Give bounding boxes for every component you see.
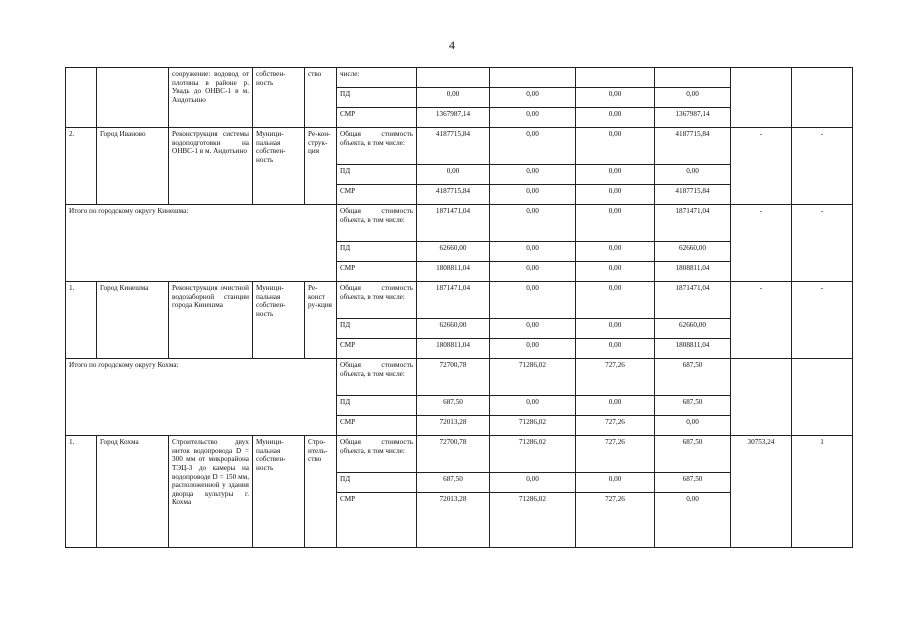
value-cell: 687,50 xyxy=(655,436,731,473)
cost-category: Общая стоимость объекта, в том числе: xyxy=(337,128,417,165)
work-type-cell: Стро-итель-ство xyxy=(305,436,337,548)
value-cell: 0,00 xyxy=(576,473,655,493)
object-cell: Реконструкция очистной водозаборной станции города Кинешма xyxy=(169,282,253,359)
value-cell: 0,00 xyxy=(655,493,731,548)
value-cell: 687,50 xyxy=(417,473,490,493)
cost-category: ПД xyxy=(337,473,417,493)
extra-cell xyxy=(731,359,792,436)
table-row xyxy=(66,282,853,319)
value-cell: 4187715,84 xyxy=(417,185,490,205)
work-type-cell: Ре-конст ру-кция xyxy=(305,282,337,359)
value-cell: 1808811,04 xyxy=(655,262,731,282)
value-cell: 0,00 xyxy=(576,262,655,282)
value-cell: 0,00 xyxy=(576,88,655,108)
value-cell: 727,26 xyxy=(576,416,655,436)
extra-cell: - xyxy=(731,282,792,359)
cost-category: СМР xyxy=(337,493,417,548)
value-cell: 0,00 xyxy=(576,165,655,185)
city-cell xyxy=(97,68,169,128)
subtotal-title: Итого по городскому округу Кинешма: xyxy=(66,205,337,282)
value-cell: 0,00 xyxy=(576,282,655,319)
city-cell: Город Кохма xyxy=(97,436,169,548)
value-cell: 0,00 xyxy=(490,108,576,128)
city-cell: Город Кинешма xyxy=(97,282,169,359)
value-cell: 0,00 xyxy=(490,339,576,359)
extra-cell: - xyxy=(731,128,792,205)
value-cell: 687,50 xyxy=(655,473,731,493)
ownership-cell: собствен-ность xyxy=(253,68,305,128)
value-cell: 1808811,04 xyxy=(417,262,490,282)
value-cell: 1808811,04 xyxy=(417,339,490,359)
cost-category: ПД xyxy=(337,88,417,108)
value-cell: 0,00 xyxy=(490,473,576,493)
object-cell: Строительство двух ниток водопровода D = 300 мм от микрорайона ТЭЦ-3 до камеры на водопроводе D = 150 мм, расположенной у здания дворца культуры г. Кохма xyxy=(169,436,253,548)
value-cell: 1808811,04 xyxy=(655,339,731,359)
value-cell: 687,50 xyxy=(655,396,731,416)
extra-cell xyxy=(792,68,853,128)
value-cell xyxy=(655,68,731,88)
table-row xyxy=(66,128,853,165)
cost-category: Общая стоимость объекта, в том числе: xyxy=(337,359,417,396)
object-cell: Реконструкция системы водоподготовки на ОНВС-1 в м. Андотьино xyxy=(169,128,253,205)
value-cell: 0,00 xyxy=(655,88,731,108)
cost-category: Общая стоимость объекта, в том числе: xyxy=(337,436,417,473)
value-cell: 727,26 xyxy=(576,359,655,396)
value-cell: 687,50 xyxy=(417,396,490,416)
cost-category: СМР xyxy=(337,262,417,282)
value-cell: 727,26 xyxy=(576,436,655,473)
table-row xyxy=(66,359,853,396)
ownership-cell: Муници-пальная собствен-ность xyxy=(253,436,305,548)
investment-table xyxy=(65,67,853,548)
table-row xyxy=(66,436,853,473)
value-cell: 0,00 xyxy=(490,165,576,185)
value-cell: 4187715,84 xyxy=(655,185,731,205)
value-cell: 0,00 xyxy=(490,88,576,108)
cost-category: ПД xyxy=(337,242,417,262)
cost-category: СМР xyxy=(337,339,417,359)
number-cell xyxy=(66,68,97,128)
city-cell: Город Иваново xyxy=(97,128,169,205)
value-cell: 72700,78 xyxy=(417,359,490,396)
value-cell: 1367987,14 xyxy=(417,108,490,128)
value-cell: 0,00 xyxy=(417,88,490,108)
value-cell: 0,00 xyxy=(576,205,655,242)
cost-category: числе: xyxy=(337,68,417,88)
extra-cell: - xyxy=(792,282,853,359)
value-cell: 0,00 xyxy=(576,185,655,205)
value-cell: 71286,02 xyxy=(490,359,576,396)
cost-category: СМР xyxy=(337,416,417,436)
work-type-cell: ство xyxy=(305,68,337,128)
extra-cell: 1 xyxy=(792,436,853,548)
number-cell: 2. xyxy=(66,128,97,205)
value-cell: 0,00 xyxy=(490,319,576,339)
value-cell: 0,00 xyxy=(576,108,655,128)
value-cell: 1871471,04 xyxy=(655,282,731,319)
value-cell: 0,00 xyxy=(576,242,655,262)
value-cell: 0,00 xyxy=(576,128,655,165)
ownership-cell: Муници-пальная собствен-ность xyxy=(253,282,305,359)
ownership-cell: Муници-пальная собствен-ность xyxy=(253,128,305,205)
value-cell: 727,26 xyxy=(576,493,655,548)
value-cell: 4187715,84 xyxy=(417,128,490,165)
subtotal-title: Итого по городскому округу Кохма: xyxy=(66,359,337,436)
cost-category: Общая стоимость объекта, в том числе: xyxy=(337,282,417,319)
extra-cell xyxy=(792,359,853,436)
value-cell: 62660,00 xyxy=(655,242,731,262)
value-cell: 0,00 xyxy=(576,319,655,339)
table-row xyxy=(66,205,853,242)
value-cell: 1871471,04 xyxy=(417,282,490,319)
value-cell: 62660,00 xyxy=(655,319,731,339)
cost-category: Общая стоимость объекта, в том числе: xyxy=(337,205,417,242)
number-cell: 1. xyxy=(66,282,97,359)
value-cell: 0,00 xyxy=(576,339,655,359)
number-cell: 1. xyxy=(66,436,97,548)
value-cell: 62660,00 xyxy=(417,242,490,262)
value-cell: 0,00 xyxy=(655,416,731,436)
value-cell: 71286,02 xyxy=(490,416,576,436)
value-cell: 72700,78 xyxy=(417,436,490,473)
value-cell: 0,00 xyxy=(490,185,576,205)
value-cell: 1871471,04 xyxy=(655,205,731,242)
cost-category: ПД xyxy=(337,165,417,185)
value-cell: 0,00 xyxy=(490,262,576,282)
value-cell: 0,00 xyxy=(490,205,576,242)
extra-cell: 30753,24 xyxy=(731,436,792,548)
page-number: 4 xyxy=(449,38,455,52)
value-cell: 0,00 xyxy=(490,396,576,416)
value-cell xyxy=(576,68,655,88)
value-cell: 71286,02 xyxy=(490,493,576,548)
value-cell: 687,50 xyxy=(655,359,731,396)
cost-category: ПД xyxy=(337,319,417,339)
extra-cell: - xyxy=(792,205,853,282)
extra-cell: - xyxy=(731,205,792,282)
extra-cell xyxy=(731,68,792,128)
cost-category: ПД xyxy=(337,396,417,416)
value-cell: 0,00 xyxy=(490,128,576,165)
value-cell: 0,00 xyxy=(490,282,576,319)
extra-cell: - xyxy=(792,128,853,205)
value-cell: 0,00 xyxy=(417,165,490,185)
value-cell: 1367987,14 xyxy=(655,108,731,128)
work-type-cell: Ре-кон-струк-ция xyxy=(305,128,337,205)
cost-category: СМР xyxy=(337,108,417,128)
value-cell: 0,00 xyxy=(490,242,576,262)
value-cell xyxy=(417,68,490,88)
value-cell: 71286,02 xyxy=(490,436,576,473)
value-cell xyxy=(490,68,576,88)
value-cell: 72013,28 xyxy=(417,493,490,548)
object-cell: сооружение: водовод от плотины в районе р. Увадь до ОНВС-1 в м. Андотьино xyxy=(169,68,253,128)
value-cell: 72013,28 xyxy=(417,416,490,436)
value-cell: 4187715,84 xyxy=(655,128,731,165)
value-cell: 62660,00 xyxy=(417,319,490,339)
value-cell: 0,00 xyxy=(655,165,731,185)
value-cell: 0,00 xyxy=(576,396,655,416)
table-row xyxy=(66,68,853,88)
value-cell: 1871471,04 xyxy=(417,205,490,242)
cost-category: СМР xyxy=(337,185,417,205)
